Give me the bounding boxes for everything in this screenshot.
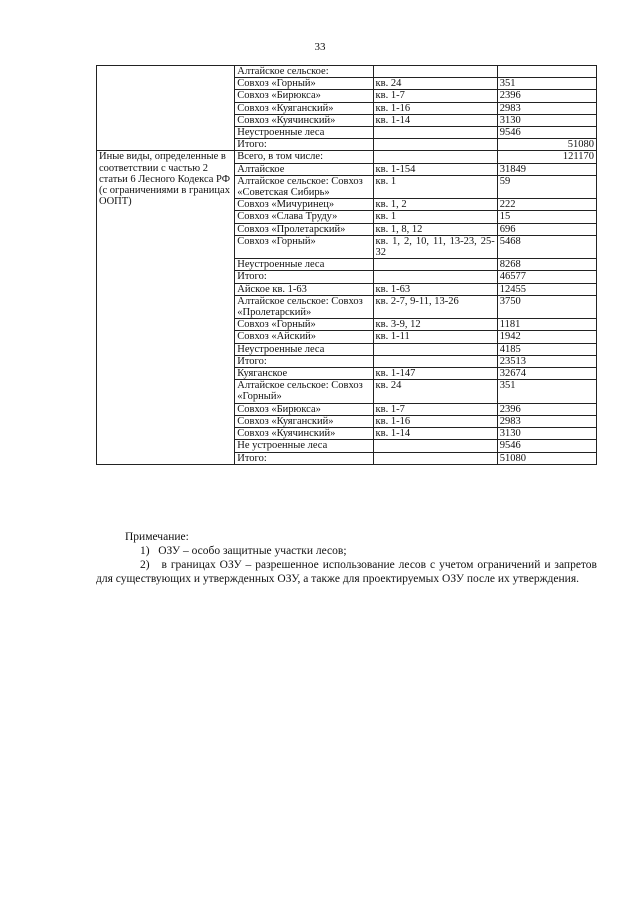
area-cell — [497, 66, 596, 78]
quarters-cell: кв. 1-7 — [373, 403, 497, 415]
unit-name-cell: Не устроенные леса — [235, 440, 373, 452]
area-cell: 23513 — [497, 355, 596, 367]
unit-name-cell: Айское кв. 1-63 — [235, 283, 373, 295]
area-cell: 51080 — [497, 452, 596, 464]
quarters-cell — [373, 271, 497, 283]
unit-name-cell: Алтайское сельское: — [235, 66, 373, 78]
unit-name-cell: Совхоз «Бирюкса» — [235, 90, 373, 102]
area-cell: 351 — [497, 380, 596, 403]
quarters-cell: кв. 1-7 — [373, 90, 497, 102]
quarters-cell: кв. 24 — [373, 78, 497, 90]
area-cell: 3130 — [497, 114, 596, 126]
unit-name-cell: Неустроенные леса — [235, 127, 373, 139]
unit-name-cell: Совхоз «Мичуринец» — [235, 199, 373, 211]
unit-name-cell: Совхоз «Айский» — [235, 331, 373, 343]
note-title: Примечание: — [125, 531, 189, 543]
unit-name-cell: Алтайское сельское: Совхоз «Советская Сибирь» — [235, 175, 373, 198]
quarters-cell: кв. 1, 8, 12 — [373, 223, 497, 235]
unit-name-cell: Совхоз «Слава Труду» — [235, 211, 373, 223]
area-cell: 46577 — [497, 271, 596, 283]
quarters-cell: кв. 1-154 — [373, 163, 497, 175]
area-cell: 121170 — [497, 151, 596, 163]
area-cell: 4185 — [497, 343, 596, 355]
unit-name-cell: Совхоз «Куяганский» — [235, 415, 373, 427]
quarters-cell — [373, 440, 497, 452]
area-cell: 2396 — [497, 90, 596, 102]
unit-name-cell: Совхоз «Горный» — [235, 319, 373, 331]
unit-name-cell: Алтайское сельское: Совхоз «Пролетарский» — [235, 295, 373, 318]
quarters-cell: кв. 1 — [373, 211, 497, 223]
quarters-cell: кв. 3-9, 12 — [373, 319, 497, 331]
area-cell: 1942 — [497, 331, 596, 343]
quarters-cell — [373, 343, 497, 355]
table-row — [97, 66, 597, 78]
quarters-cell — [373, 259, 497, 271]
quarters-cell: кв. 1-16 — [373, 415, 497, 427]
unit-name-cell: Куяганское — [235, 368, 373, 380]
area-cell: 2396 — [497, 403, 596, 415]
area-cell: 59 — [497, 175, 596, 198]
quarters-cell: кв. 1-14 — [373, 114, 497, 126]
area-cell: 9546 — [497, 127, 596, 139]
unit-name-cell: Неустроенные леса — [235, 259, 373, 271]
unit-name-cell: Всего, в том числе: — [235, 151, 373, 163]
area-cell: 51080 — [497, 139, 596, 151]
area-cell: 8268 — [497, 259, 596, 271]
unit-name-cell: Неустроенные леса — [235, 343, 373, 355]
quarters-cell — [373, 452, 497, 464]
note-section — [96, 530, 597, 586]
forest-areas-table — [96, 65, 597, 465]
quarters-cell: кв. 1-147 — [373, 368, 497, 380]
area-cell: 2983 — [497, 102, 596, 114]
quarters-cell — [373, 66, 497, 78]
area-cell: 3130 — [497, 428, 596, 440]
unit-name-cell: Итого: — [235, 139, 373, 151]
quarters-cell — [373, 355, 497, 367]
unit-name-cell: Совхоз «Куяганский» — [235, 102, 373, 114]
area-cell: 1181 — [497, 319, 596, 331]
unit-name-cell: Итого: — [235, 452, 373, 464]
area-cell: 222 — [497, 199, 596, 211]
quarters-cell: кв. 1-11 — [373, 331, 497, 343]
area-cell: 12455 — [497, 283, 596, 295]
unit-name-cell: Итого: — [235, 355, 373, 367]
area-cell: 5468 — [497, 235, 596, 258]
area-cell: 31849 — [497, 163, 596, 175]
area-cell: 9546 — [497, 440, 596, 452]
unit-name-cell: Совхоз «Пролетарский» — [235, 223, 373, 235]
quarters-cell: кв. 1, 2, 10, 11, 13-23, 25-32 — [373, 235, 497, 258]
quarters-cell: кв. 1-63 — [373, 283, 497, 295]
note-item-1: 1) ОЗУ – особо защитные участки лесов; — [140, 545, 347, 557]
unit-name-cell: Итого: — [235, 271, 373, 283]
area-cell: 3750 — [497, 295, 596, 318]
quarters-cell — [373, 127, 497, 139]
unit-name-cell: Совхоз «Бирюкса» — [235, 403, 373, 415]
area-cell: 696 — [497, 223, 596, 235]
quarters-cell: кв. 24 — [373, 380, 497, 403]
quarters-cell: кв. 1, 2 — [373, 199, 497, 211]
quarters-cell: кв. 1-14 — [373, 428, 497, 440]
quarters-cell: кв. 1-16 — [373, 102, 497, 114]
category-cell: Иные виды, определенные в соответствии с частью 2 статьи 6 Лесного Кодекса РФ (с ограничениями в границах ООПТ) — [97, 151, 235, 464]
area-cell: 32674 — [497, 368, 596, 380]
table-row — [97, 151, 597, 163]
unit-name-cell: Совхоз «Куячинский» — [235, 428, 373, 440]
quarters-cell: кв. 1 — [373, 175, 497, 198]
page-number: 33 — [314, 41, 326, 53]
quarters-cell — [373, 151, 497, 163]
area-cell: 2983 — [497, 415, 596, 427]
quarters-cell — [373, 139, 497, 151]
unit-name-cell: Алтайское — [235, 163, 373, 175]
unit-name-cell: Алтайское сельское: Совхоз «Горный» — [235, 380, 373, 403]
unit-name-cell: Совхоз «Горный» — [235, 78, 373, 90]
area-cell: 15 — [497, 211, 596, 223]
quarters-cell: кв. 2-7, 9-11, 13-26 — [373, 295, 497, 318]
unit-name-cell: Совхоз «Горный» — [235, 235, 373, 258]
unit-name-cell: Совхоз «Куячинский» — [235, 114, 373, 126]
area-cell: 351 — [497, 78, 596, 90]
note-item-2: 2) в границах ОЗУ – разрешенное использование лесов с учетом ограничений и запретов для существующих и утвержденных ОЗУ, а также для проектируемых ОЗУ после их утверждения. — [96, 559, 597, 585]
category-cell-empty — [97, 66, 235, 151]
